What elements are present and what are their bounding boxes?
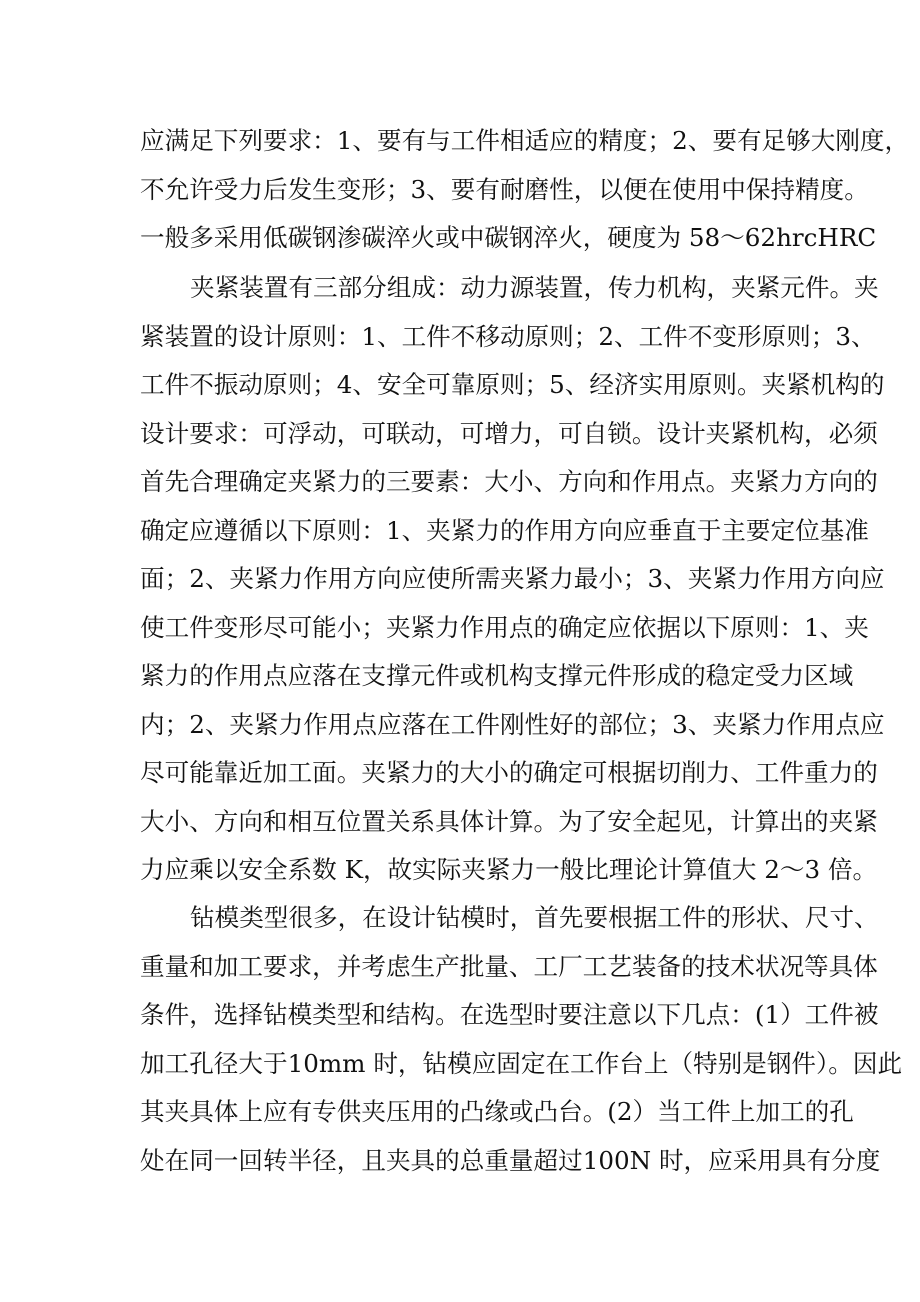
- text-line: 重量和加工要求，并考虑生产批量、工厂工艺装备的技术状况等具体: [140, 951, 878, 981]
- text-line: 紧装置的设计原则：1、工件不移动原则；2、工件不变形原则；3、: [140, 321, 876, 351]
- text-line: 工件不振动原则；4、安全可靠原则；5、经济实用原则。夹紧机构的: [140, 370, 885, 399]
- text-line: 紧力的作用点应落在支撑元件或机构支撑元件形成的稳定受力区域: [140, 661, 854, 690]
- text-line: 确定应遵循以下原则：1、夹紧力的作用方向应垂直于主要定位基准: [140, 515, 869, 545]
- text-line: 尽可能靠近加工面。夹紧力的大小的确定可根据切削力、工件重力的: [140, 758, 878, 787]
- text-line: 夹紧装置有三部分组成：动力源装置，传力机构，夹紧元件。夹: [190, 273, 879, 302]
- text-line: 设计要求：可浮动，可联动，可增力，可自锁。设计夹紧机构，必须: [140, 418, 878, 448]
- text-line: 一般多采用低碳钢渗碳淬火或中碳钢淬火，硬度为 58～62hrcHRC: [140, 223, 877, 252]
- text-line: 钻模类型很多，在设计钻模时，首先要根据工件的形状、尺寸、: [190, 903, 879, 932]
- text-line: 大小、方向和相互位置关系具体计算。为了安全起见，计算出的夹紧: [140, 806, 878, 836]
- text-line: 处在同一回转半径，且夹具的总重量超过100N 时，应采用具有分度: [140, 1145, 881, 1175]
- text-line: 内；2、夹紧力作用点应落在工件刚性好的部位；3、夹紧力作用点应: [140, 709, 885, 739]
- text-line: 应满足下列要求：1、要有与工件相适应的精度；2、要有足够大刚度，: [140, 126, 910, 155]
- text-line: 力应乘以安全系数 K，故实际夹紧力一般比理论计算值大 2～3 倍。: [140, 855, 878, 884]
- text-line: 其夹具体上应有专供夹压用的凸缘或凸台。(2）当工件上加工的孔: [140, 1097, 854, 1126]
- text-line: 面；2、夹紧力作用方向应使所需夹紧力最小；3、夹紧力作用方向应: [140, 564, 885, 593]
- text-line: 使工件变形尽可能小；夹紧力作用点的确定应依据以下原则：1、夹: [140, 612, 869, 642]
- paragraph-accuracy-requirements: [140, 117, 910, 263]
- paragraph-clamping-device: [140, 264, 885, 895]
- text-line: 不允许受力后发生变形；3、要有耐磨性，以便在使用中保持精度。: [140, 174, 869, 204]
- text-line: 条件，选择钻模类型和结构。在选型时要注意以下几点：(1）工件被: [140, 1000, 879, 1029]
- paragraph-drill-jig-types: [140, 894, 903, 1185]
- text-line: 首先合理确定夹紧力的三要素：大小、方向和作用点。夹紧力方向的: [140, 467, 878, 496]
- text-line: 加工孔径大于10mm 时，钻模应固定在工作台上（特别是钢件）。因此: [140, 1048, 903, 1078]
